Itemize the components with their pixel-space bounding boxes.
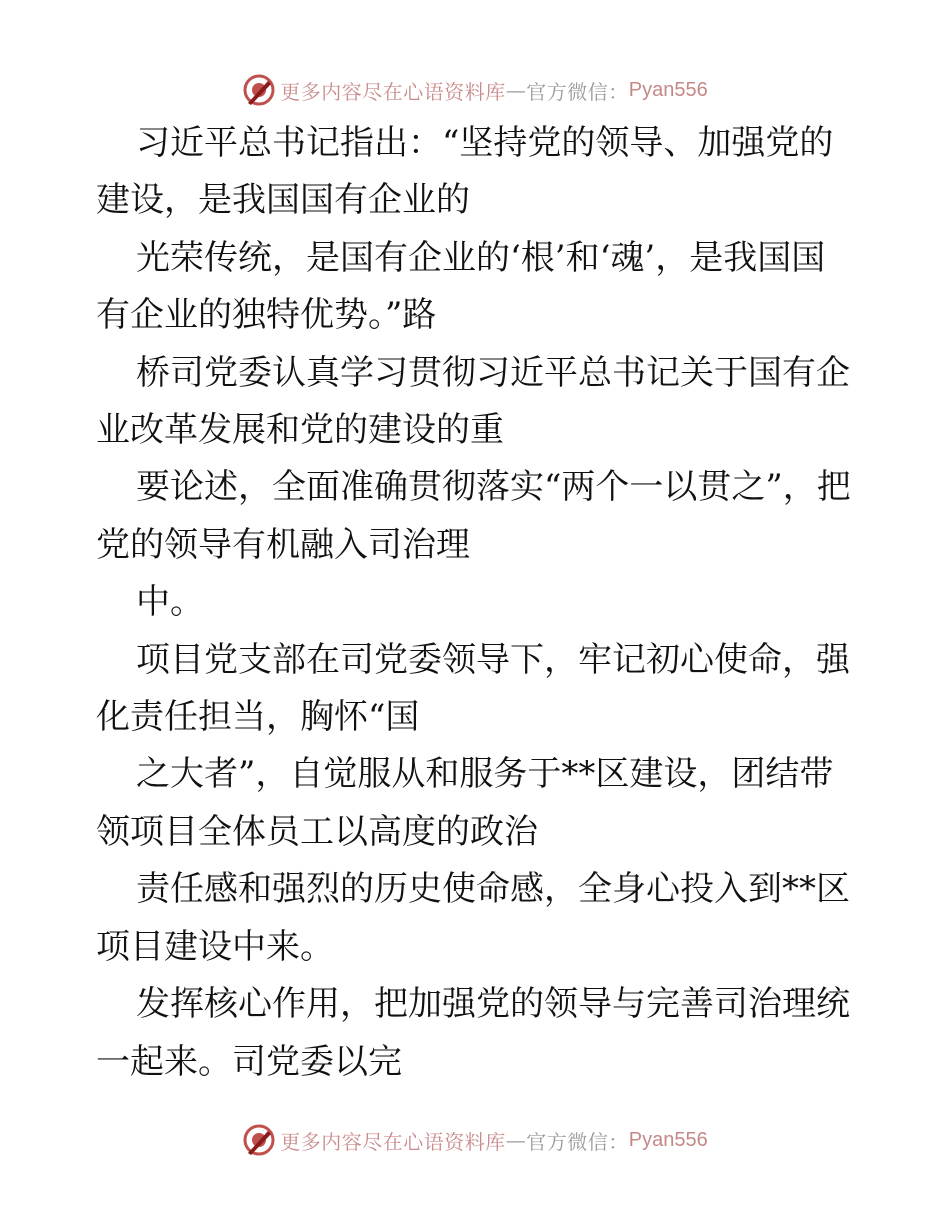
document-body bbox=[96, 115, 856, 1091]
footer-dash: — bbox=[505, 1128, 527, 1152]
footer-wechat-id: Pyan556 bbox=[628, 1128, 708, 1151]
paragraph: 桥司党委认真学习贯彻习近平总书记关于国有企业改革发展和党的建设的重 bbox=[96, 352, 850, 451]
header-wechat-label: 官方微信： bbox=[526, 79, 629, 104]
pen-logo-icon bbox=[242, 73, 276, 107]
footer-promo-text: 更多内容尽在心语资料库 bbox=[280, 1129, 506, 1154]
paragraph: 中。 bbox=[136, 582, 204, 623]
pen-logo-icon bbox=[242, 1123, 276, 1157]
header-promo-text: 更多内容尽在心语资料库 bbox=[280, 79, 506, 104]
paragraph: 要论述，全面准确贯彻落实“两个一以贯之”，把党的领导有机融入司治理 bbox=[96, 467, 851, 565]
paragraph: 项目党支部在司党委领导下，牢记初心使命，强化责任担当，胸怀“国 bbox=[96, 639, 850, 738]
header-dash: — bbox=[505, 78, 527, 102]
paragraph: 责任感和强烈的历史使命感，全身心投入到**区项目建设中来。 bbox=[96, 869, 850, 967]
footer-wechat-label: 官方微信： bbox=[526, 1129, 629, 1154]
header-banner bbox=[0, 70, 950, 110]
paragraph: 发挥核心作用，把加强党的领导与完善司治理统一起来。司党委以完 bbox=[96, 984, 850, 1082]
footer-banner bbox=[0, 1120, 950, 1160]
paragraph: 光荣传统，是国有企业的‘根’和‘魂’，是我国国有企业的独特优势。”路 bbox=[96, 237, 826, 336]
paragraph: 习近平总书记指出：“坚持党的领导、加强党的建设，是我国国有企业的 bbox=[96, 123, 834, 221]
header-wechat-id: Pyan556 bbox=[628, 78, 708, 101]
paragraph: 之大者”，自觉服从和服务于**区建设，团结带领项目全体员工以高度的政治 bbox=[96, 754, 834, 852]
